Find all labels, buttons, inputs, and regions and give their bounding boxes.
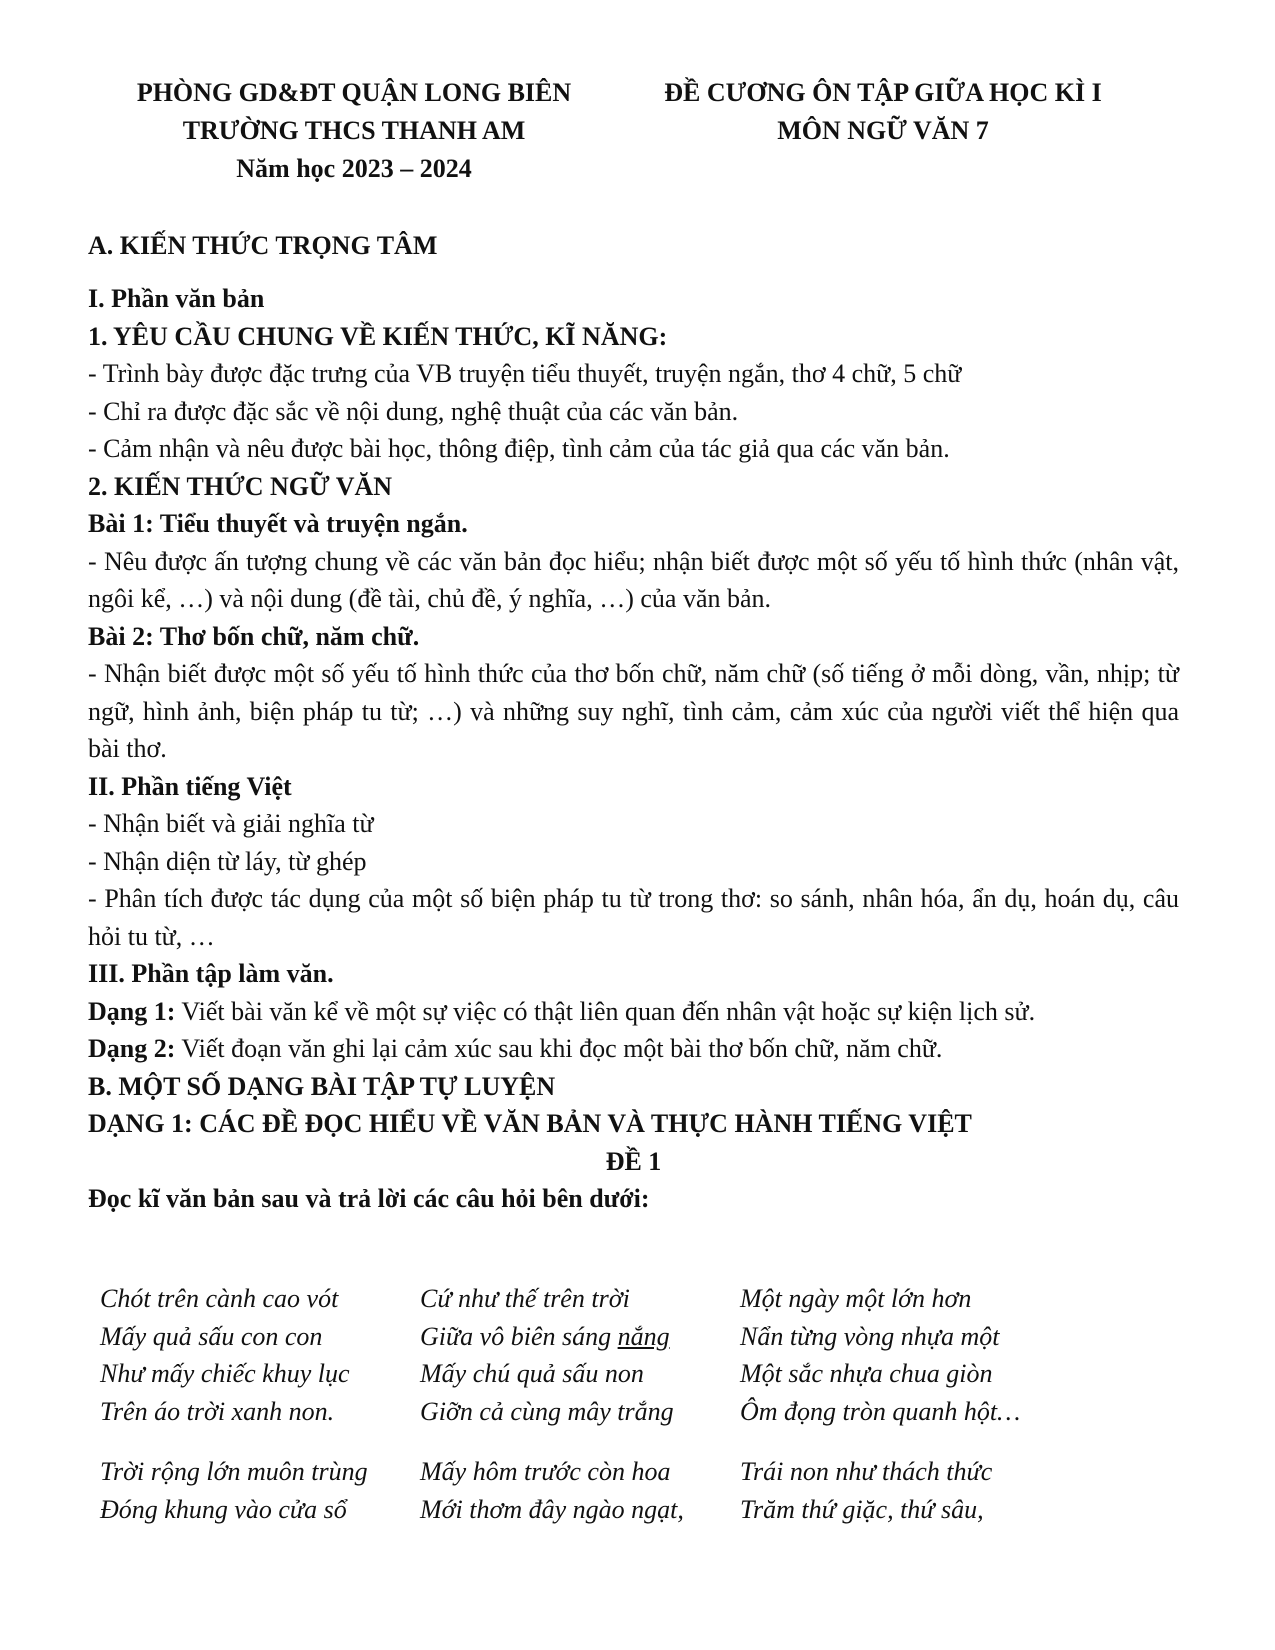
poem-line: Chót trên cành cao vót: [100, 1284, 339, 1313]
poem-line: Mấy hôm trước còn hoa: [420, 1457, 671, 1486]
poem-stanza: [100, 1453, 420, 1528]
poem-line: Một ngày một lớn hơn: [740, 1284, 972, 1313]
poem-column-3: [740, 1280, 1060, 1551]
lesson2-heading: Bài 2: Thơ bốn chữ, năm chữ.: [88, 621, 420, 651]
writing-type-2-text: Viết đoạn văn ghi lại cảm xúc sau khi đọc một bài thơ bốn chữ, năm chữ.: [175, 1034, 943, 1063]
writing-type-1-text: Viết bài văn kể về một sự việc có thật liên quan đến nhân vật hoặc sự kiện lịch sử.: [175, 996, 1036, 1026]
part2-heading: II. Phần tiếng Việt: [88, 771, 292, 801]
vietnamese-item: - Nhận biết và giải nghĩa từ: [88, 809, 374, 838]
subject-title: MÔN NGỮ VĂN 7: [777, 116, 989, 145]
poem-line: Trái non như thách thức: [740, 1457, 993, 1486]
poem-line: Giỡn cả cùng mây trắng: [420, 1396, 674, 1426]
requirement-item: - Trình bày được đặc trưng của VB truyện tiểu thuyết, truyện ngắn, thơ 4 chữ, 5 chữ: [88, 359, 962, 388]
poem-stanza: [420, 1453, 740, 1528]
poem-line: Mấy quả sấu con con: [100, 1321, 323, 1351]
writing-type-2: [88, 1030, 1179, 1068]
poem-line: Mới thơm đây ngào ngạt,: [420, 1494, 684, 1524]
poem: [100, 1280, 1060, 1551]
exercise-type-1-heading: DẠNG 1: CÁC ĐỀ ĐỌC HIỂU VỀ VĂN BẢN VÀ THỰC HÀNH TIẾNG VIỆT: [88, 1109, 972, 1138]
document-body: [88, 226, 1179, 1218]
vietnamese-item: - Phân tích được tác dụng của một số biện pháp tu từ trong thơ: so sánh, nhân hóa, ẩn dụ, hoán dụ, câu hỏi tu từ, …: [88, 884, 1179, 951]
school-name: TRƯỜNG THCS THANH AM: [182, 116, 526, 145]
poem-line: Mấy chú quả sấu non: [420, 1359, 644, 1388]
poem-line: Trời rộng lớn muôn trùng: [100, 1457, 368, 1486]
school-info: [94, 74, 614, 188]
poem-line: Ôm đọng tròn quanh hột…: [740, 1396, 1021, 1426]
poem-line: Nẩn từng vòng nhựa một: [740, 1321, 1000, 1351]
lesson2-text: - Nhận biết được một số yếu tố hình thức của thơ bốn chữ, năm chữ (số tiếng ở mỗi dòng, vần, nhịp; từ ngữ, hình ảnh, biện pháp tu từ; …) và những suy nghĩ, tình cảm, cảm xúc của người viết thể hiện qua bài thơ.: [88, 659, 1179, 763]
department-name: PHÒNG GD&ĐT QUẬN LONG BIÊN: [136, 78, 572, 107]
reading-instruction: Đọc kĩ văn bản sau và trả lời các câu hỏi bên dưới:: [88, 1184, 650, 1213]
section-b-heading: B. MỘT SỐ DẠNG BÀI TẬP TỰ LUYỆN: [88, 1071, 556, 1101]
poem-line: [420, 1318, 740, 1356]
requirement-item: - Chỉ ra được đặc sắc về nội dung, nghệ thuật của các văn bản.: [88, 396, 739, 426]
poem-stanza: [740, 1453, 1060, 1528]
poem-column-2: [420, 1280, 740, 1551]
vietnamese-item: - Nhận diện từ láy, từ ghép: [88, 846, 367, 876]
lesson1-text: - Nêu được ấn tượng chung về các văn bản đọc hiểu; nhận biết được một số yếu tố hình thức (nhân vật, ngôi kể, …) và nội dung (đề tài, chủ đề, ý nghĩa, …) của văn bản.: [88, 546, 1179, 613]
document-header: [88, 74, 1179, 188]
poem-stanza: [420, 1280, 740, 1430]
requirement-item: - Cảm nhận và nêu được bài học, thông điệp, tình cảm của tác giả qua các văn bản.: [88, 434, 950, 463]
poem-column-1: [100, 1280, 420, 1551]
knowledge-heading: 2. KIẾN THỨC NGỮ VĂN: [88, 471, 393, 501]
writing-type-1-label: Dạng 1:: [88, 996, 176, 1026]
poem-line: Cứ như thế trên trời: [420, 1284, 630, 1313]
poem-line: Trăm thứ giặc, thứ sâu,: [740, 1494, 984, 1524]
lesson1-heading: Bài 1: Tiểu thuyết và truyện ngắn.: [88, 509, 468, 538]
requirements-heading: 1. YÊU CẦU CHUNG VỀ KIẾN THỨC, KĨ NĂNG:: [88, 321, 668, 351]
poem-stanza: [740, 1280, 1060, 1430]
document-title: ĐỀ CƯƠNG ÔN TẬP GIỮA HỌC KÌ I: [664, 78, 1102, 107]
document-title-block: [623, 74, 1143, 188]
school-year: Năm học 2023 – 2024: [236, 154, 472, 183]
underlined-word: nắng: [617, 1321, 670, 1351]
poem-line: Như mấy chiếc khuy lục: [100, 1359, 350, 1388]
poem-line: Đóng khung vào cửa sổ: [100, 1494, 347, 1524]
part1-heading: I. Phần văn bản: [88, 284, 265, 313]
writing-type-1: [88, 993, 1179, 1031]
poem-stanza: [100, 1280, 420, 1430]
poem-line: Trên áo trời xanh non.: [100, 1396, 335, 1426]
poem-line: Một sắc nhựa chua giòn: [740, 1359, 993, 1388]
section-a-heading: A. KIẾN THỨC TRỌNG TÂM: [88, 231, 438, 260]
writing-type-2-label: Dạng 2:: [88, 1034, 176, 1063]
exam-1-title: ĐỀ 1: [605, 1146, 662, 1176]
poem-line-text: Giữa vô biên sáng: [420, 1321, 618, 1351]
part3-heading: III. Phần tập làm văn.: [88, 959, 334, 988]
